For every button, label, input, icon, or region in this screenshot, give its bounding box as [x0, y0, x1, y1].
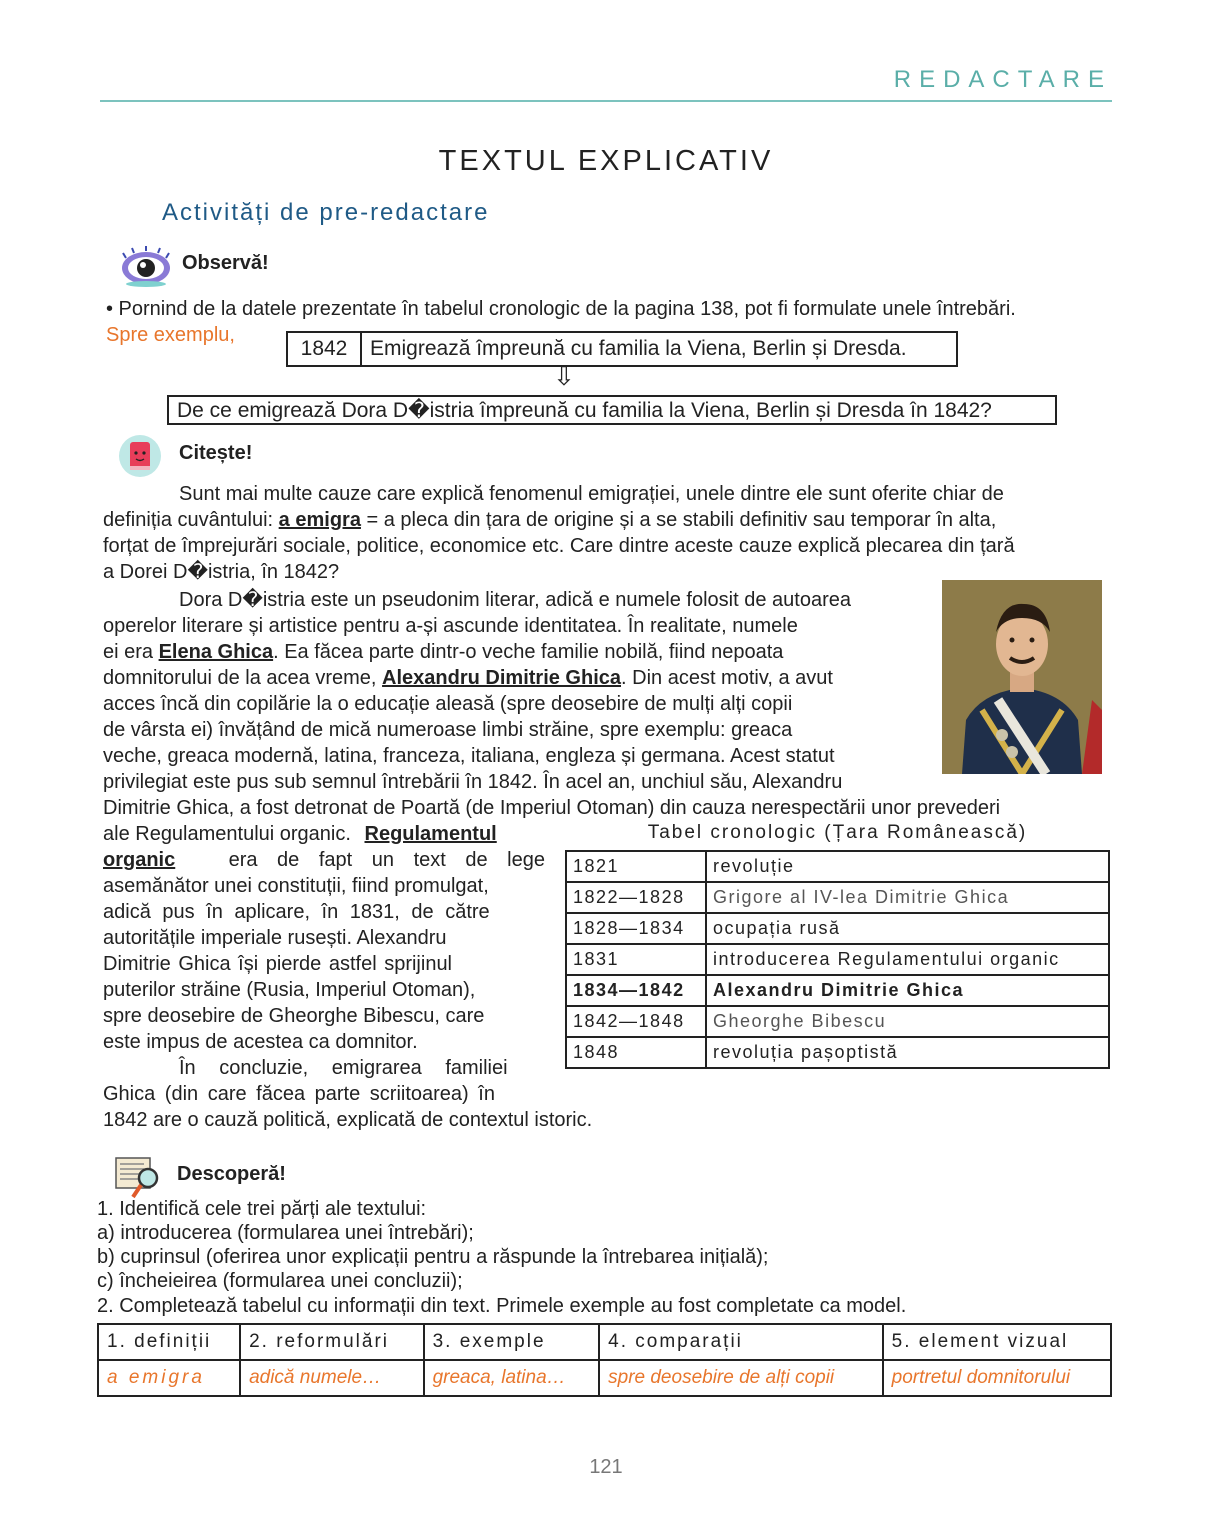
magnifier-book-icon: [114, 1154, 162, 1198]
table-header: 4. comparații: [599, 1324, 883, 1360]
p3-line-7: puterilor străine (Rusia, Imperiul Otoman),: [103, 979, 476, 1001]
p3-text: era de fapt un text de lege: [228, 849, 545, 871]
table-header: 1. definiții: [98, 1324, 240, 1360]
p2-line-8: privilegiat este pus sub semnul întrebării în 1842. În acel an, unchiul său, Alexandru: [103, 771, 843, 793]
p2-text: . Ea făcea parte dintr-o veche familie nobilă, fiind nepoata: [273, 641, 784, 663]
example-year: 1842: [288, 333, 362, 365]
observa-intro: • Pornind de la datele prezentate în tabelul cronologic de la pagina 138, pot fi formulate unele întrebări.: [106, 298, 1016, 320]
chrono-row: [566, 882, 1109, 913]
table-header-row: [98, 1324, 1111, 1360]
link-regulamentul: Regulamentul: [364, 823, 497, 845]
section-header: REDACTARE: [893, 66, 1112, 93]
chrono-year: 1822—1828: [566, 882, 706, 913]
p1-definition: = a pleca din țara de origine și a se stabili definitiv sau temporar în alta,: [366, 509, 997, 531]
table-cell: portretul domnitorului: [883, 1360, 1111, 1396]
task-item: 2. Completează tabelul cu informații din text. Primele exemple au fost completate ca model.: [97, 1295, 907, 1317]
example-label: Spre exemplu,: [106, 324, 235, 346]
p1-prefix: definiția cuvântului:: [103, 509, 274, 531]
table-row: [98, 1360, 1111, 1396]
p2-line-4: [103, 665, 927, 691]
p3-line-6: Dimitrie Ghica își pierde astfel sprijinul: [103, 953, 453, 975]
p1-line-3: forțat de împrejurări sociale, politice, economice etc. Care dintre aceste cauze explică plecarea din țară: [103, 535, 1015, 557]
chrono-row: [566, 944, 1109, 975]
p1-line-2: [103, 507, 1113, 533]
book-icon: [118, 434, 166, 478]
p2-line-1: Dora D�istria este un pseudonim literar, adică e numele folosit de autoarea: [179, 589, 851, 611]
p3-line-4: adică pus în aplicare, în 1831, de către: [103, 901, 490, 923]
example-row: [286, 331, 958, 367]
header-divider: [100, 100, 1112, 102]
p3-line-3: asemănător unei constituții, fiind promulgat,: [103, 875, 489, 897]
table-header: 3. exemple: [424, 1324, 600, 1360]
p3-line-1: [103, 821, 545, 847]
task-item: c) încheieirea (formularea unei concluzii);: [97, 1270, 463, 1292]
chrono-row: [566, 851, 1109, 882]
p4-line-1: În concluzie, emigrarea familiei: [179, 1057, 508, 1079]
page-title: TEXTUL EXPLICATIV: [438, 145, 774, 177]
chrono-event: Gheorghe Bibescu: [706, 1006, 1109, 1037]
eye-icon: [120, 244, 168, 288]
table-header: 5. element vizual: [883, 1324, 1111, 1360]
chrono-year: 1828—1834: [566, 913, 706, 944]
chrono-event: Grigore al IV-lea Dimitrie Ghica: [706, 882, 1109, 913]
chrono-event: ocupația rusă: [706, 913, 1109, 944]
chrono-row: [566, 913, 1109, 944]
chrono-year: 1848: [566, 1037, 706, 1068]
model-table: [97, 1323, 1112, 1397]
example-question: De ce emigrează Dora D�istria împreună cu familia la Viena, Berlin și Dresda în 1842?: [167, 395, 1057, 425]
p2-text: . Din acest motiv, a avut: [621, 667, 833, 689]
chrono-year: 1842—1848: [566, 1006, 706, 1037]
p2-line-9: Dimitrie Ghica, a fost detronat de Poartă (de Imperiul Otoman) din cauza nerespectării unor prevederi: [103, 797, 1001, 819]
down-arrow-icon: ⇩: [553, 361, 575, 391]
task-item: 1. Identifică cele trei părți ale textului:: [97, 1198, 427, 1220]
example-text: Emigrează împreună cu familia la Viena, Berlin și Dresda.: [370, 337, 907, 360]
chrono-year: 1834—1842: [566, 975, 706, 1006]
section-subtitle: Activități de pre-redactare: [162, 199, 490, 226]
chrono-table: [565, 850, 1110, 1069]
task-item: b) cuprinsul (oferirea unor explicații pentru a răspunde la întrebarea inițială);: [97, 1246, 769, 1268]
chrono-event: revoluția pașoptistă: [706, 1037, 1109, 1068]
p1-line-1: Sunt mai multe cauze care explică fenomenul emigrației, unele dintre ele sunt oferite chiar de: [179, 483, 1004, 505]
p4-line-3: 1842 are o cauză politică, explicată de contextul istoric.: [103, 1109, 593, 1131]
page-number: 121: [589, 1456, 623, 1478]
citeste-heading: Citește!: [179, 442, 253, 464]
chrono-year: 1831: [566, 944, 706, 975]
chrono-row: [566, 1037, 1109, 1068]
p3-text: ale Regulamentului organic.: [103, 823, 351, 845]
table-cell: adică numele…: [240, 1360, 424, 1396]
table-cell: greaca, latina…: [424, 1360, 600, 1396]
p2-line-3: [103, 639, 927, 665]
chrono-event: Alexandru Dimitrie Ghica: [706, 975, 1109, 1006]
chrono-event: revoluție: [706, 851, 1109, 882]
portrait-image: [942, 580, 1102, 774]
p2-text: ei era: [103, 641, 154, 663]
term-a-emigra: a emigra: [278, 509, 361, 531]
link-organic: organic: [103, 849, 176, 871]
table-header: 2. reformulări: [240, 1324, 424, 1360]
link-elena-ghica: Elena Ghica: [158, 641, 274, 663]
chrono-row: [566, 975, 1109, 1006]
task-item: a) introducerea (formularea unei întrebări);: [97, 1222, 474, 1244]
table-cell: spre deosebire de alți copii: [599, 1360, 883, 1396]
p2-line-6: de vârsta ei) învățând de mică numeroase limbi străine, spre exemplu: greaca: [103, 719, 793, 741]
p3-line-2: [103, 847, 545, 873]
p2-line-7: veche, greaca modernă, latina, franceza, italiana, engleza și germana. Acest statut: [103, 745, 835, 767]
p2-line-5: acces încă din copilărie la o educație aleasă (spre deosebire de mulți alți copii: [103, 693, 793, 715]
p3-line-9: este impus de acestea ca domnitor.: [103, 1031, 418, 1053]
chrono-caption: Tabel cronologic (Țara Românească): [647, 822, 1028, 843]
p2-line-2: operelor literare și artistice pentru a-și ascunde identitatea. În realitate, numele: [103, 615, 798, 637]
chrono-row: [566, 1006, 1109, 1037]
observa-heading: Observă!: [182, 252, 269, 274]
descopera-heading: Descoperă!: [177, 1163, 286, 1185]
p3-line-5: autoritățile imperiale rusești. Alexandru: [103, 927, 447, 949]
chrono-year: 1821: [566, 851, 706, 882]
link-alexandru-ghica: Alexandru Dimitrie Ghica: [382, 667, 622, 689]
p2-text: domnitorului de la acea vreme,: [103, 667, 377, 689]
table-cell: a emigra: [98, 1360, 240, 1396]
p1-line-4: a Dorei D�istria, în 1842?: [103, 561, 340, 583]
chrono-event: introducerea Regulamentului organic: [706, 944, 1109, 975]
p4-line-2: Ghica (din care făcea parte scriitoarea) în: [103, 1083, 495, 1105]
p3-line-8: spre deosebire de Gheorghe Bibescu, care: [103, 1005, 485, 1027]
